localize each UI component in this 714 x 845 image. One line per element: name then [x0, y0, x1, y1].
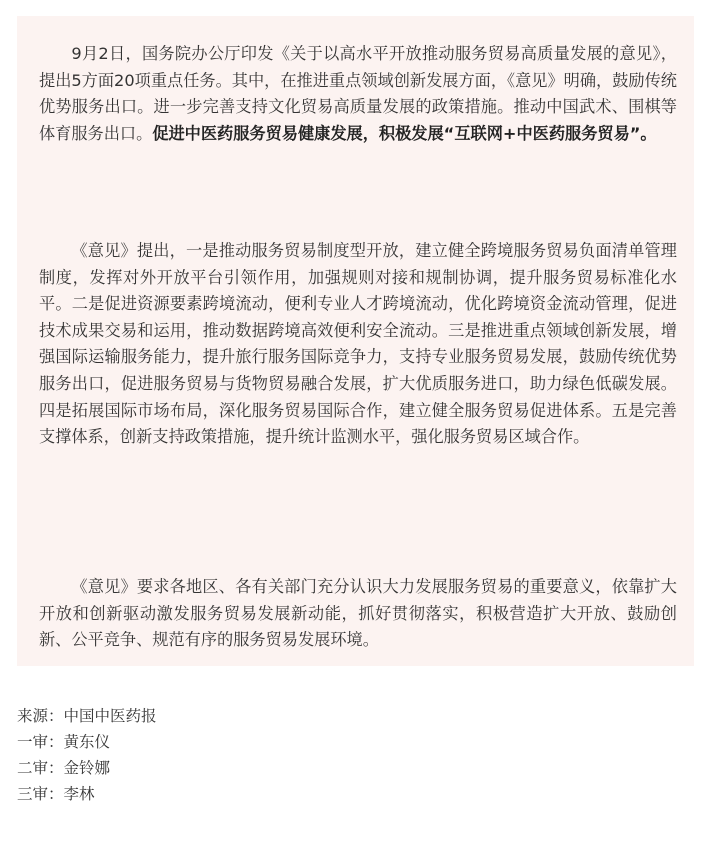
source-line: 来源：中国中医药报	[17, 707, 157, 725]
paragraph-3: 《意见》要求各地区、各有关部门充分认识大力发展服务贸易的重要意义，依靠扩大开放和创新驱动激发服务贸易发展新动能，抓好贯彻落实，积极营造扩大开放、鼓励创新、公平竞争、规范有序的服务贸易发展环境。	[39, 577, 677, 650]
article-credits	[17, 703, 157, 807]
paragraph-1-bold-text: 促进中医药服务贸易健康发展，积极发展“互联网+中医药服务贸易”。	[152, 123, 657, 143]
article-card	[17, 16, 694, 666]
second-review-line: 二审：金铃娜	[17, 759, 111, 777]
first-review-line: 一审：黄东仪	[17, 733, 111, 751]
third-review-line: 三审：李林	[17, 785, 95, 803]
paragraph-1	[39, 41, 677, 147]
paragraph-1-text: 9月2日，国务院办公厅印发《关于以高水平开放推动服务贸易高质量发展的意见》，提出5方面20项重点任务。其中，在推进重点领域创新发展方面，《意见》明确，鼓励传统优势服务出口。进一步完善支持文化贸易高质量发展的政策措施。推动中国武术、围棋等体育服务出口。	[39, 44, 677, 143]
paragraph-2: 《意见》提出，一是推动服务贸易制度型开放，建立健全跨境服务贸易负面清单管理制度，发挥对外开放平台引领作用，加强规则对接和规制协调，提升服务贸易标准化水平。二是促进资源要素跨境流动，便利专业人才跨境流动，优化跨境资金流动管理，促进技术成果交易和运用，推动数据跨境高效便利安全流动。三是推进重点领域创新发展，增强国际运输服务能力，提升旅行服务国际竞争力，支持专业服务贸易发展，鼓励传统优势服务出口，促进服务贸易与货物贸易融合发展，扩大优质服务进口，助力绿色低碳发展。四是拓展国际市场布局，深化服务贸易国际合作，建立健全服务贸易促进体系。五是完善支撑体系，创新支持政策措施，提升统计监测水平，强化服务贸易区域合作。	[39, 241, 677, 447]
